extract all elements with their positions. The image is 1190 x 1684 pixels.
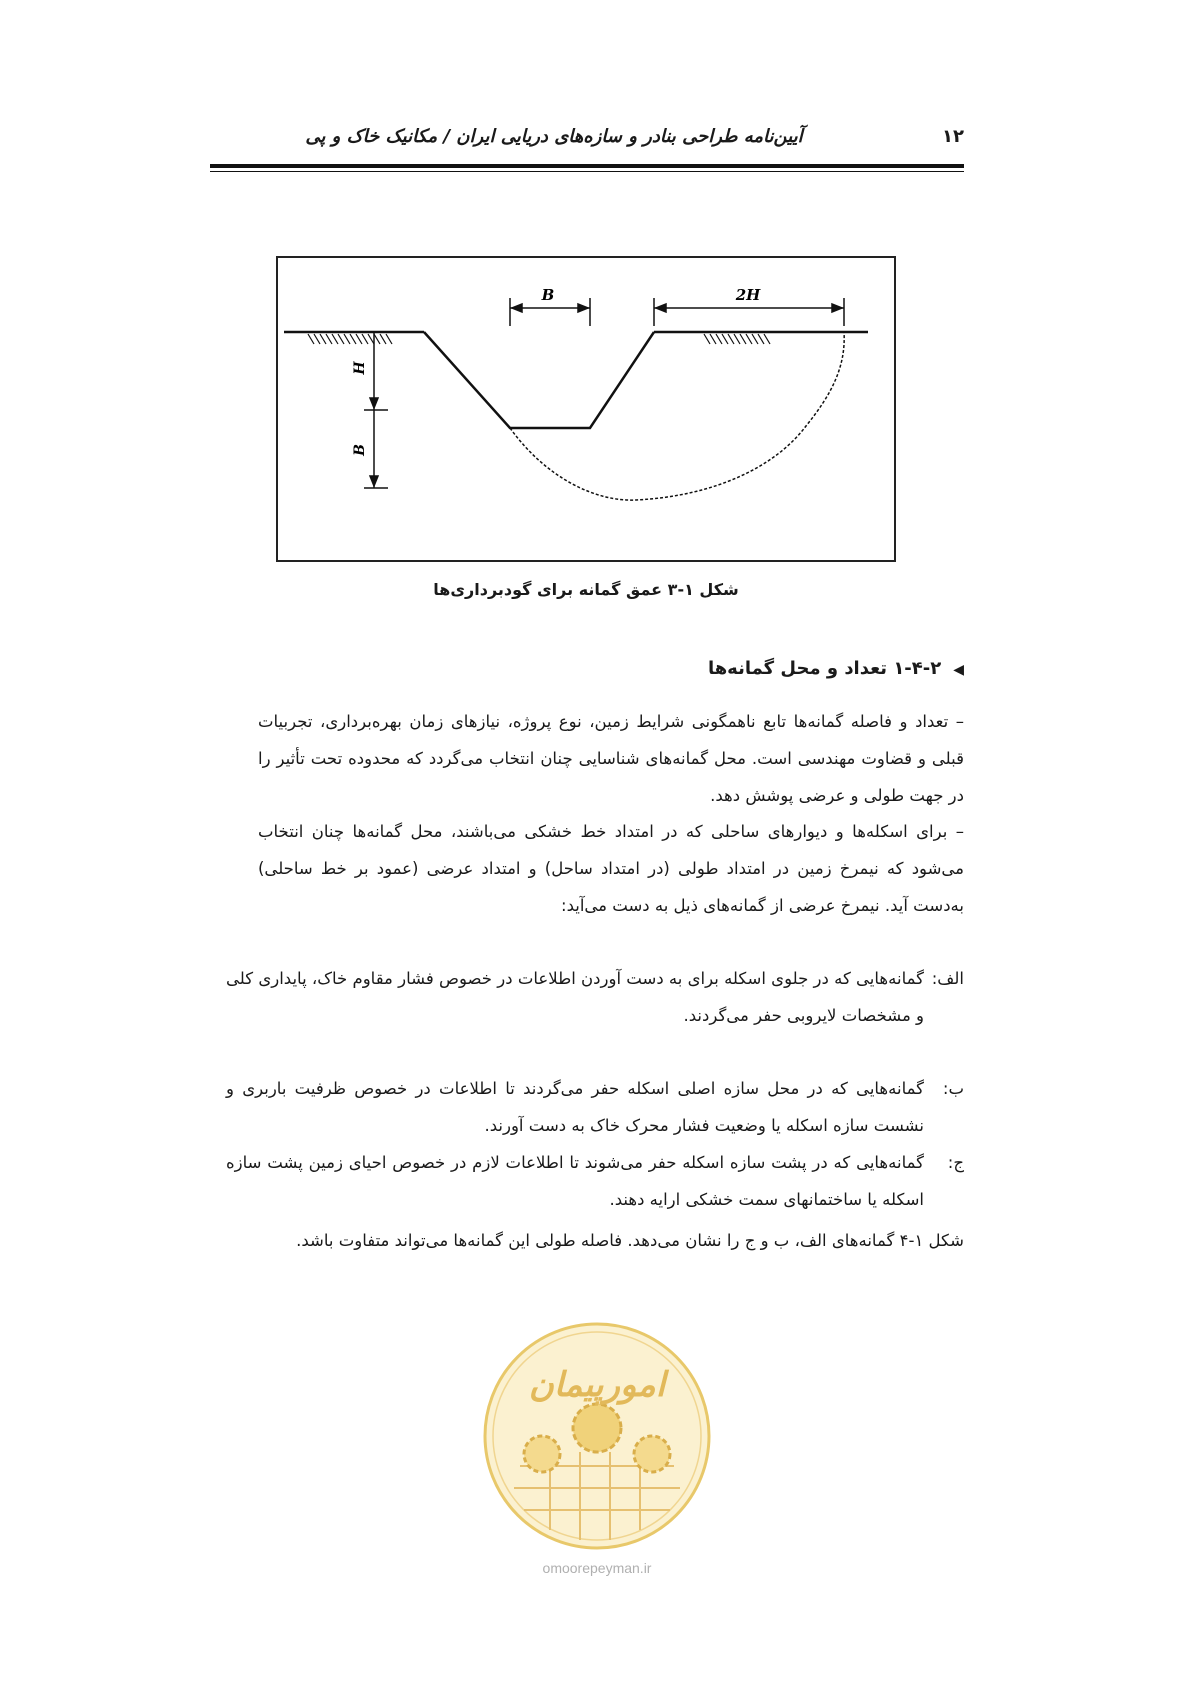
dimension-vertical bbox=[364, 332, 388, 488]
paragraph-1 bbox=[258, 703, 964, 814]
failure-arc bbox=[510, 332, 844, 500]
header-title: آیین‌نامه طراحی بنادر و سازه‌های دریایی ایران / مکانیک خاک و پی bbox=[305, 126, 803, 147]
label-h: H bbox=[352, 361, 368, 375]
excavation-depth-figure bbox=[276, 256, 896, 562]
label-b-top: B bbox=[541, 286, 555, 304]
bullet-arrow-icon: ◀ bbox=[953, 662, 964, 678]
list-item-label: ب: bbox=[942, 1079, 964, 1098]
page-number: ۱۲ bbox=[942, 126, 964, 147]
section-heading bbox=[708, 658, 964, 679]
header-rule-thick bbox=[210, 164, 964, 168]
list-item-label: ج: bbox=[947, 1153, 964, 1172]
figure-caption: شکل ۱-۳ عمق گمانه برای گودبرداری‌ها bbox=[433, 580, 739, 599]
hatch-left bbox=[308, 334, 392, 344]
paragraph-1-text: – تعداد و فاصله گمانه‌ها تابع ناهمگونی شرایط زمین، نوع پروژه، نیازهای زمان بهره‌برداری، تجربیات قبلی و قضاوت مهندسی است. محل گمانه‌های شناسایی چنان انتخاب می‌گردد که محدوده تحت تأثیر را در جهت طولی و عرضی پوشش دهد. bbox=[258, 712, 964, 805]
watermark-text: امورپیمان bbox=[528, 1365, 666, 1405]
paragraph-2-text: – برای اسکله‌ها و دیوارهای ساحلی که در امتداد خط خشکی می‌باشند، محل گمانه‌ها چنان انتخاب می‌شود که نیمرخ زمین در امتداد طولی (در امتداد ساحل) و امتداد عرضی (عمود بر خط ساحلی) به‌دست آید. نیمرخ عرضی از گمانه‌های ذیل به دست می‌آید: bbox=[258, 822, 964, 915]
list-item-label: الف: bbox=[931, 969, 964, 988]
list-item-text: گمانه‌هایی که در محل سازه اصلی اسکله حفر می‌گردند تا اطلاعات در خصوص ظرفیت باربری و نشست سازه اسکله یا وضعیت فشار محرک خاک به دست آورند. bbox=[226, 1079, 924, 1135]
hatch-right bbox=[704, 334, 770, 344]
label-b-side: B bbox=[352, 444, 368, 456]
figure-frame bbox=[277, 257, 895, 561]
list-item-text: گمانه‌هایی که در جلوی اسکله برای به دست آوردن اطلاعات در خصوص فشار مقاوم خاک، پایداری کلی و مشخصات لایروبی حفر می‌گردند. bbox=[226, 969, 924, 1025]
closing-sentence: شکل ۱-۴ گمانه‌های الف، ب و ج را نشان می‌دهد. فاصله طولی این گمانه‌ها می‌تواند متفاوت باشد. bbox=[296, 1231, 964, 1250]
section-heading-text: ۱-۴-۲ تعداد و محل گمانه‌ها bbox=[707, 658, 942, 679]
list-item-text: گمانه‌هایی که در پشت سازه اسکله حفر می‌شوند تا اطلاعات لازم در خصوص احیای زمین پشت سازه اسکله یا ساختمانهای سمت خشکی ارایه دهند. bbox=[226, 1153, 924, 1209]
watermark-url: omoorepeyman.ir bbox=[542, 1560, 652, 1576]
watermark-logo bbox=[480, 1316, 714, 1556]
label-2h: 2H bbox=[735, 286, 761, 304]
header-rule-thin bbox=[210, 171, 964, 172]
running-header bbox=[210, 126, 964, 154]
paragraph-2 bbox=[258, 813, 964, 924]
excavation-profile bbox=[424, 332, 654, 428]
